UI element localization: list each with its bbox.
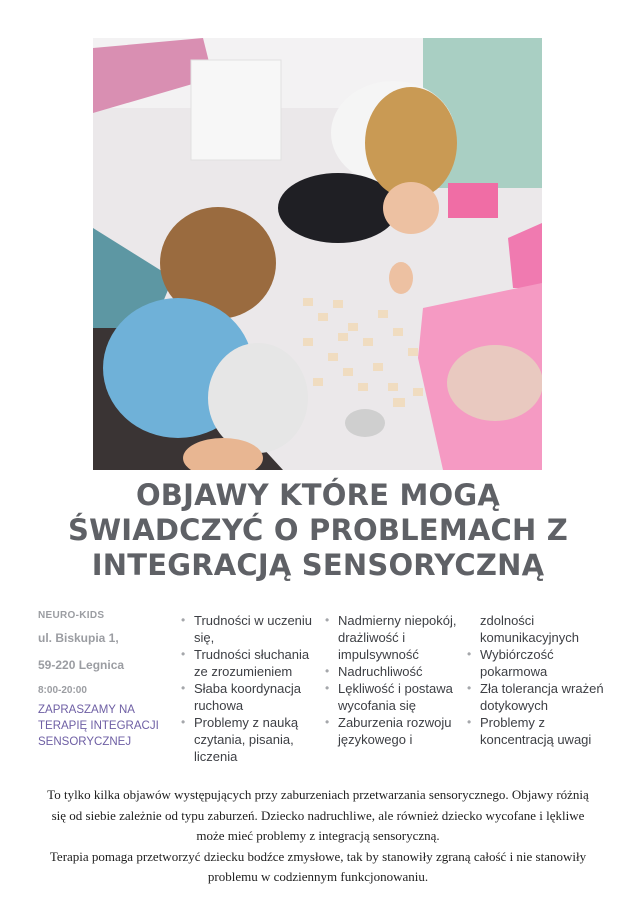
headline-line-1: OBJAWY KTÓRE MOGĄ bbox=[135, 478, 501, 512]
street-address: ul. Biskupia 1, bbox=[38, 631, 119, 645]
symptom-item: • Problemy z nauką czytania, pisania, liczenia bbox=[181, 714, 313, 765]
description-paragraph-1: To tylko kilka objawów występujących przy zaburzeniach przetwarzania sensorycznego. Objawy różnią się od siebie zależnie od typu zaburzeń. Dziecko nadruchliwe, ale również dziecko wycofane i lękliwe może mieć problemy z integracją sensoryczną. bbox=[47, 787, 589, 843]
brand-name: NEURO-KIDS bbox=[38, 610, 105, 621]
symptom-item: • Trudności słuchania ze zrozumieniem bbox=[181, 646, 313, 680]
symptom-item: • Zaburzenia rozwoju językowego i bbox=[325, 714, 459, 748]
city-address: 59-220 Legnica bbox=[38, 658, 125, 672]
call-to-action: ZAPRASZAMY NA TERAPIĘ INTEGRACJI SENSORYCZNEJ bbox=[38, 704, 159, 748]
opening-hours: 8:00-20:00 bbox=[38, 685, 87, 696]
photo-children-puzzle bbox=[93, 38, 542, 470]
symptom-item: • Słaba koordynacja ruchowa bbox=[181, 680, 313, 714]
symptom-item: • Nadmierny niepokój, drażliwość i impulsywność bbox=[325, 612, 459, 663]
contact-info bbox=[38, 610, 178, 750]
description-paragraph-2: Terapia pomaga przetworzyć dziecku bodźce zmysłowe, tak by stanowiły zgraną całość i nie stanowiły problemu w codziennym funkcjonowaniu. bbox=[49, 848, 587, 884]
symptoms-column-2 bbox=[325, 612, 459, 748]
headline-line-2: ŚWIADCZYĆ O PROBLEMACH Z bbox=[68, 513, 568, 547]
symptoms-column-3 bbox=[467, 612, 607, 748]
symptoms-column-1 bbox=[181, 612, 313, 765]
hero-photo bbox=[93, 38, 542, 470]
symptom-item: • Zła tolerancja wrażeń dotykowych bbox=[467, 680, 607, 714]
symptom-item: • Nadruchliwość bbox=[325, 663, 459, 680]
symptom-item: • Wybiórczość pokarmowa bbox=[467, 646, 607, 680]
symptom-item: • Trudności w uczeniu się, bbox=[181, 612, 313, 646]
headline bbox=[0, 478, 636, 583]
symptom-item: • Problemy z koncentracją uwagi bbox=[467, 714, 607, 748]
symptom-item-continuation: zdolności komunikacyjnych bbox=[480, 613, 579, 645]
description-text bbox=[40, 785, 596, 888]
symptom-item: • Lękliwość i postawa wycofania się bbox=[325, 680, 459, 714]
headline-line-3: INTEGRACJĄ SENSORYCZNĄ bbox=[91, 548, 545, 582]
